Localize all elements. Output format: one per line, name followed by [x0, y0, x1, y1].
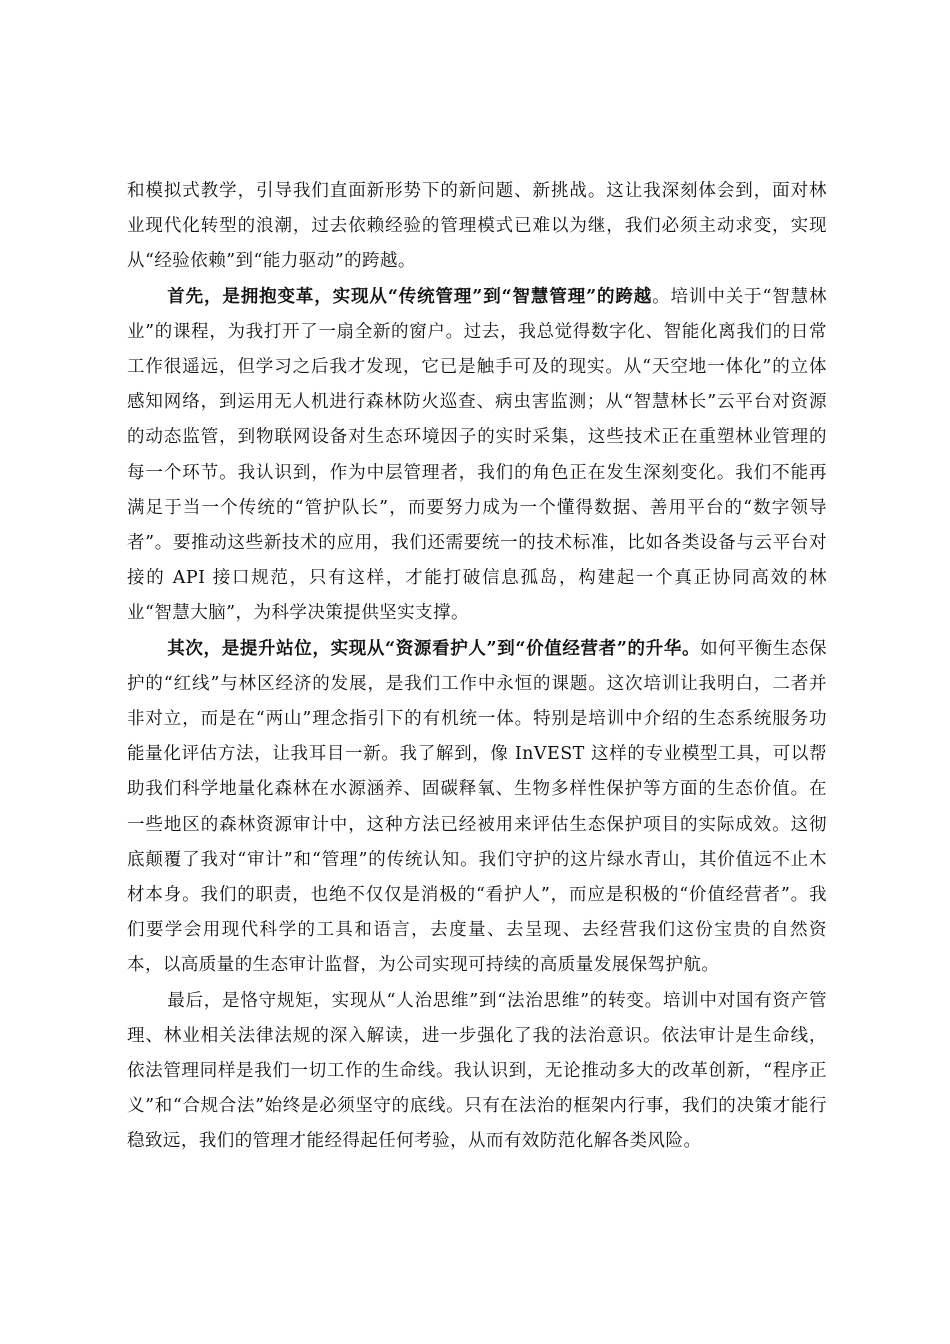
paragraph-1 — [127, 174, 827, 280]
paragraph-3 — [127, 632, 827, 984]
paragraph-text: 和模拟式教学，引导我们直面新形势下的新问题、新挑战。这让我深刻体会到，面对林业现代化转型的浪潮，过去依赖经验的管理模式已难以为继，我们必须主动求变，实现从“经验依赖”到“能力驱动”的跨越。 — [127, 181, 827, 272]
paragraph-text: 最后，是恪守规矩，实现从“人治思维”到“法治思维”的转变。培训中对国有资产管理、林业相关法律法规的深入解读，进一步强化了我的法治意识。依法审计是生命线，依法管理同样是我们一切工作的生命线。我认识到，无论推动多大的改革创新，“程序正义”和“合规合法”始终是必须坚守的底线。只有在法治的框架内行事，我们的决策才能行稳致远，我们的管理才能经得起任何考验，从而有效防范化解各类风险。 — [127, 990, 827, 1152]
document-body — [127, 174, 827, 1160]
paragraph-lead: 其次，是提升站位，实现从“资源看护人”到“价值经营者”的升华。 — [167, 638, 701, 659]
paragraph-2 — [127, 280, 827, 632]
paragraph-lead: 首先，是拥抱变革，实现从“传统管理”到“智慧管理”的跨越 — [167, 286, 653, 307]
paragraph-text: 如何平衡生态保护的“红线”与林区经济的发展，是我们工作中永恒的课题。这次培训让我明白，二者并非对立，而是在“两山”理念指引下的有机统一体。特别是培训中介绍的生态系统服务功能量化评估方法，让我耳目一新。我了解到，像 InVEST 这样的专业模型工具，可以帮助我们科学地量化森林在水源涵养、固碳释氧、生物多样性保护等方面的生态价值。在一些地区的森林资源审计中，这种方法已经被用来评估生态保护项目的实际成效。这彻底颠覆了我对“审计”和“管理”的传统认知。我们守护的这片绿水青山，其价值远不止木材本身。我们的职责，也绝不仅仅是消极的“看护人”，而应是积极的“价值经营者”。我们要学会用现代科学的工具和语言，去度量、去呈现、去经营我们这份宝贵的自然资本，以高质量的生态审计监督，为公司实现可持续的高质量发展保驾护航。 — [127, 638, 827, 976]
paragraph-text: 。培训中关于“智慧林业”的课程，为我打开了一扇全新的窗户。过去，我总觉得数字化、智能化离我们的日常工作很遥远，但学习之后我才发现，它已是触手可及的现实。从“天空地一体化”的立体感知网络，到运用无人机进行森林防火巡查、病虫害监测；从“智慧林长”云平台对资源的动态监管，到物联网设备对生态环境因子的实时采集，这些技术正在重塑林业管理的每一个环节。我认识到，作为中层管理者，我们的角色正在发生深刻变化。我们不能再满足于当一个传统的“管护队长”，而要努力成为一个懂得数据、善用平台的“数字领导者”。要推动这些新技术的应用，我们还需要统一的技术标准，比如各类设备与云平台对接的 API 接口规范，只有这样，才能打破信息孤岛，构建起一个真正协同高效的林业“智慧大脑”，为科学决策提供坚实支撑。 — [127, 286, 827, 624]
paragraph-4 — [127, 984, 827, 1160]
